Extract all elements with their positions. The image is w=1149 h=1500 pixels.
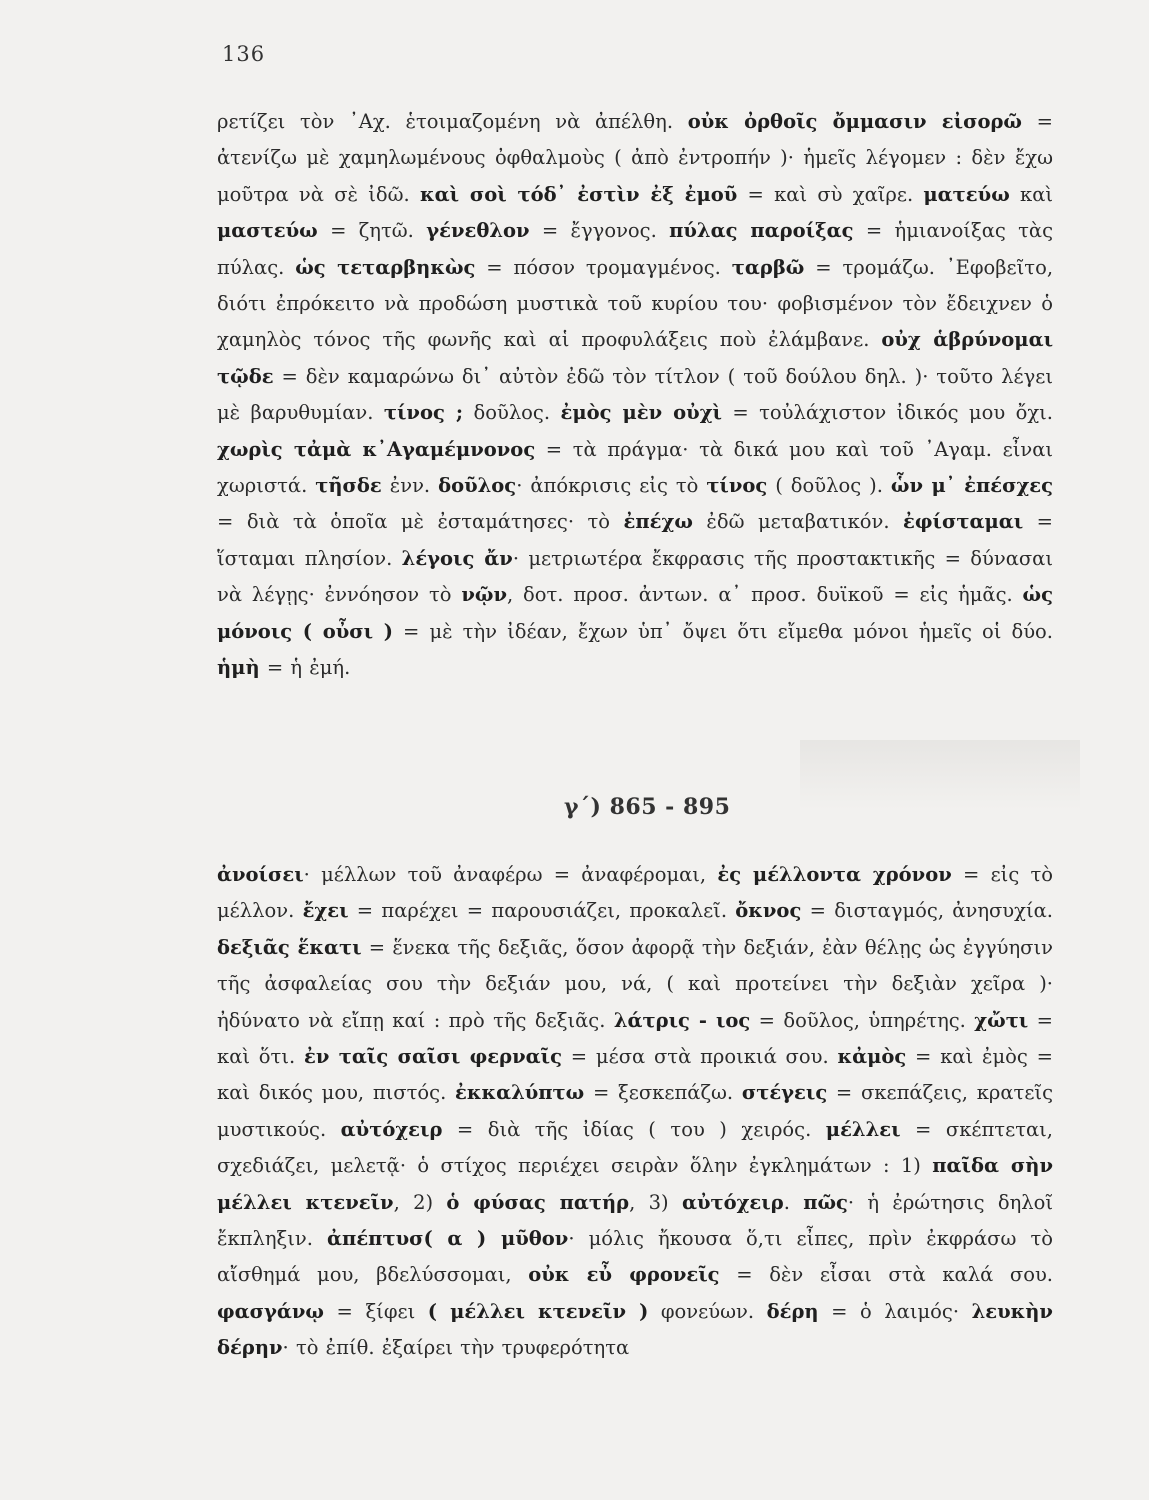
gloss-text: · μέλλων τοῦ ἀναφέρω = ἀναφέρομαι, xyxy=(303,863,718,886)
lemma-term: ὄκνος xyxy=(735,899,802,923)
gloss-text: = εἰς τὸ μέλλον. xyxy=(217,863,1053,923)
gloss-text: ( δοῦλος ). xyxy=(767,474,891,498)
lemma-term: μαστεύω xyxy=(217,219,318,243)
gloss-text: φονεύων. xyxy=(648,1299,767,1323)
page-number: 136 xyxy=(222,42,266,66)
lemma-term: χωρὶς τἀμὰ κ᾿Αγαμέμνονος xyxy=(217,437,536,461)
lemma-term: λέγοις ἄν xyxy=(401,546,513,570)
gloss-text: = μέσα στὰ προικιά σου. xyxy=(561,1045,838,1069)
lemma-term: μέλλει xyxy=(825,1117,901,1141)
lemma-term: αὐτόχειρ xyxy=(681,1190,784,1214)
lemma-term: οὐκ ὀρθοῖς ὄμμασιν εἰσορῶ xyxy=(687,110,1022,133)
gloss-text: = ἵσταμαι πλησίον. xyxy=(217,510,1054,570)
lemma-term: πῶς xyxy=(803,1190,848,1214)
lemma-term: δεξιᾶς ἕκατι xyxy=(217,935,362,959)
lemma-term: οὐκ εὖ φρονεῖς xyxy=(528,1263,720,1287)
gloss-text: καὶ xyxy=(1009,182,1054,206)
gloss-text: , 3) xyxy=(629,1190,682,1214)
gloss-text: = ἡμιανοίξας τὰς πύλας. xyxy=(217,219,1053,279)
gloss-text: · τὸ ἐπίθ. ἐξαίρει τὴν τρυφερότητα xyxy=(282,1336,630,1360)
lemma-term: ἀπέπτυσ( α ) μῦθον xyxy=(327,1227,569,1251)
gloss-text: = πόσον τρομαγμένος. xyxy=(475,255,732,279)
gloss-text: · μετριωτέρα ἔκφρασις τῆς προστακτικῆς = δύνασαι νὰ λέγῃς· ἐννόησον τὸ xyxy=(217,546,1053,607)
lemma-term: οὐχ ἁβρύνομαι τῷδε xyxy=(217,328,1054,388)
gloss-text: = ἔγγονος. xyxy=(529,219,670,243)
lemma-term: ὡς τεταρβηκὼς xyxy=(295,255,476,279)
lemma-term: ὁ φύσας πατήρ xyxy=(446,1190,630,1214)
lemma-term: ματεύω xyxy=(923,182,1010,206)
lemma-term: φασγάνῳ xyxy=(217,1299,325,1323)
gloss-text: = ξεσκεπάζω. xyxy=(584,1081,742,1105)
gloss-text: · ἡ ἐρώτησις δηλοῖ ἔκπληξιν. xyxy=(217,1190,1053,1251)
gloss-text: δοῦλος. xyxy=(463,401,561,425)
gloss-text: · μόλις ἤκουσα ὅ,τι εἶπες, πρὶν ἐκφράσω τὸ αἴσθημά μου, βδελύσσομαι, xyxy=(217,1227,1053,1287)
commentary-paragraph-1 xyxy=(217,104,1053,687)
lemma-term: κἀμὸς xyxy=(837,1045,907,1069)
gloss-text: = ἀτενίζω μὲ χαμηλωμένους ὀφθαλμοὺς ( ἀπὸ ἐντροπήν )· ἡμεῖς λέγομεν : δὲν ἔχω μοῦτρα νὰ σὲ ἰδῶ. xyxy=(217,110,1053,206)
gloss-text: = δὲν καμαρώνω δι᾿ αὐτὸν ἐδῶ τὸν τίτλον ( τοῦ δούλου δηλ. )· τοῦτο λέγει μὲ βαρυθυμίαν. xyxy=(217,364,1053,425)
lemma-term: ὧν μ᾿ ἐπέσχες xyxy=(890,474,1053,498)
lemma-term: τῆσδε xyxy=(315,474,382,498)
lemma-term: ἐπέχω xyxy=(623,510,693,534)
gloss-text: = δισταγμός, ἀνησυχία. xyxy=(801,899,1053,923)
lemma-term: αὐτόχειρ xyxy=(340,1117,443,1141)
lemma-term: ταρβῶ xyxy=(731,255,805,279)
gloss-text: , δοτ. προσ. ἀντων. α᾿ προσ. δυϊκοῦ = εἰς ἡμᾶς. xyxy=(507,583,1023,607)
lemma-term: ἐμὸς μὲν οὐχὶ xyxy=(560,401,722,425)
lemma-term: δέρη xyxy=(766,1299,819,1323)
lemma-term: ὡς μόνοις ( οὖσι ) xyxy=(217,583,1053,643)
gloss-text: = ὁ λαιμός· xyxy=(818,1299,972,1323)
lemma-term: ἔχει xyxy=(302,899,349,923)
gloss-text: ἐνν. xyxy=(381,474,439,498)
gloss-text: = μὲ τὴν ἰδέαν, ἔχων ὑπ᾿ ὄψει ὅτι εἴμεθα μόνοι ἡμεῖς οἱ δύο. xyxy=(392,619,1053,643)
gloss-text: = καὶ ἐμὸς = καὶ δικός μου, πιστός. xyxy=(217,1045,1053,1105)
lemma-term: ἐν ταῖς σαῖσι φερναῖς xyxy=(304,1045,562,1069)
lemma-term: ἐς μέλλοντα χρόνον xyxy=(717,863,952,886)
gloss-text: = διὰ τὰ ὁποῖα μὲ ἐσταμάτησες· τὸ xyxy=(217,510,624,534)
gloss-text: = ἡ ἐμή. xyxy=(259,656,351,680)
gloss-text: = δοῦλος, ὑπηρέτης. xyxy=(750,1008,975,1032)
gloss-text: = σκεπάζεις, κρατεῖς μυστικούς. xyxy=(217,1081,1053,1141)
gloss-text: · ἀπόκρισις εἰς τὸ xyxy=(516,474,707,498)
lemma-term: ἀνοίσει xyxy=(217,863,304,886)
lemma-term: χὤτι xyxy=(974,1008,1029,1032)
lemma-term: νῷν xyxy=(461,583,507,607)
lemma-term: δοῦλος xyxy=(438,474,517,498)
lemma-term: τίνος xyxy=(706,474,768,498)
gloss-text: , 2) xyxy=(393,1190,447,1214)
lemma-term: ἐκκαλύπτω xyxy=(454,1081,585,1105)
gloss-text: = σκέπτεται, σχεδιάζει, μελετᾷ· ὁ στίχος περιέχει σειρὰν ὅλην ἐγκλημάτων : 1) xyxy=(217,1117,1054,1178)
lemma-term: λάτρις - ιος xyxy=(613,1008,751,1032)
show-through-shadow xyxy=(800,740,1080,810)
gloss-text: = παρέχει = παρουσιάζει, προκαλεῖ. xyxy=(348,899,736,923)
commentary-paragraph-2 xyxy=(217,857,1053,1367)
gloss-text: ρετίζει τὸν ᾿Αχ. ἑτοιμαζομένη νὰ ἀπέλθη. xyxy=(217,110,688,133)
lemma-term: ἡμὴ xyxy=(217,656,260,680)
gloss-text: ἐδῶ μεταβατικόν. xyxy=(692,510,904,534)
gloss-text: = ἕνεκα τῆς δεξιᾶς, ὅσον ἀφορᾷ τὴν δεξιάν, ἐὰν θέλῃς ὡς ἐγγύησιν τῆς ἀσφαλείας σου τὴν δεξιάν μου, νά, ( καὶ προτείνει τὴν δεξιὰν χεῖρα )· ἠδύνατο νὰ εἴπῃ καί : πρὸ τῆς δεξιᾶς. xyxy=(217,935,1053,1032)
lemma-term: ( μέλλει κτενεῖν ) xyxy=(427,1299,649,1323)
gloss-text: = διὰ τῆς ἰδίας ( του ) χειρός. xyxy=(442,1117,826,1141)
lemma-term: παῖδα σὴν μέλλει κτενεῖν xyxy=(217,1154,1053,1214)
gloss-text: = τοὐλάχιστον ἰδικός μου ὄχι. xyxy=(721,401,1054,425)
lemma-term: γένεθλον xyxy=(426,219,530,243)
lemma-term: ἐφίσταμαι xyxy=(903,510,1024,534)
lemma-term: καὶ σοὶ τόδ᾿ ἐστὶν ἐξ ἐμοῦ xyxy=(419,182,738,206)
gloss-text: = καὶ ὅτι. xyxy=(217,1008,1053,1069)
gloss-text: . xyxy=(783,1190,804,1214)
gloss-text: = τὰ πράγμα· τὰ δικά μου καὶ τοῦ ᾿Αγαμ. εἶναι χωριστά. xyxy=(217,437,1054,498)
lemma-term: τίνος ; xyxy=(383,401,464,425)
gloss-text: = καὶ σὺ χαῖρε. xyxy=(737,182,924,206)
lemma-term: στέγεις xyxy=(741,1081,828,1105)
gloss-text: = δὲν εἶσαι στὰ καλά σου. xyxy=(719,1263,1053,1287)
section-heading: γ΄) 865 - 895 xyxy=(564,794,731,820)
gloss-text: = ζητῶ. xyxy=(317,219,427,243)
gloss-text: = τρομάζω. ᾿Εφοβεῖτο, διότι ἐπρόκειτο νὰ προδώση μυστικὰ τοῦ κυρίου του· φοβισμένον τὸν ἔδειχνεν ὁ χαμηλὸς τόνος τῆς φωνῆς καὶ αἱ προφυλάξεις ποὺ ἐλάμβανε. xyxy=(217,255,1054,352)
lemma-term: πύλας παροίξας xyxy=(669,219,854,243)
gloss-text: = ξίφει xyxy=(324,1299,428,1323)
lemma-term: λευκὴν δέρην xyxy=(217,1299,1053,1360)
